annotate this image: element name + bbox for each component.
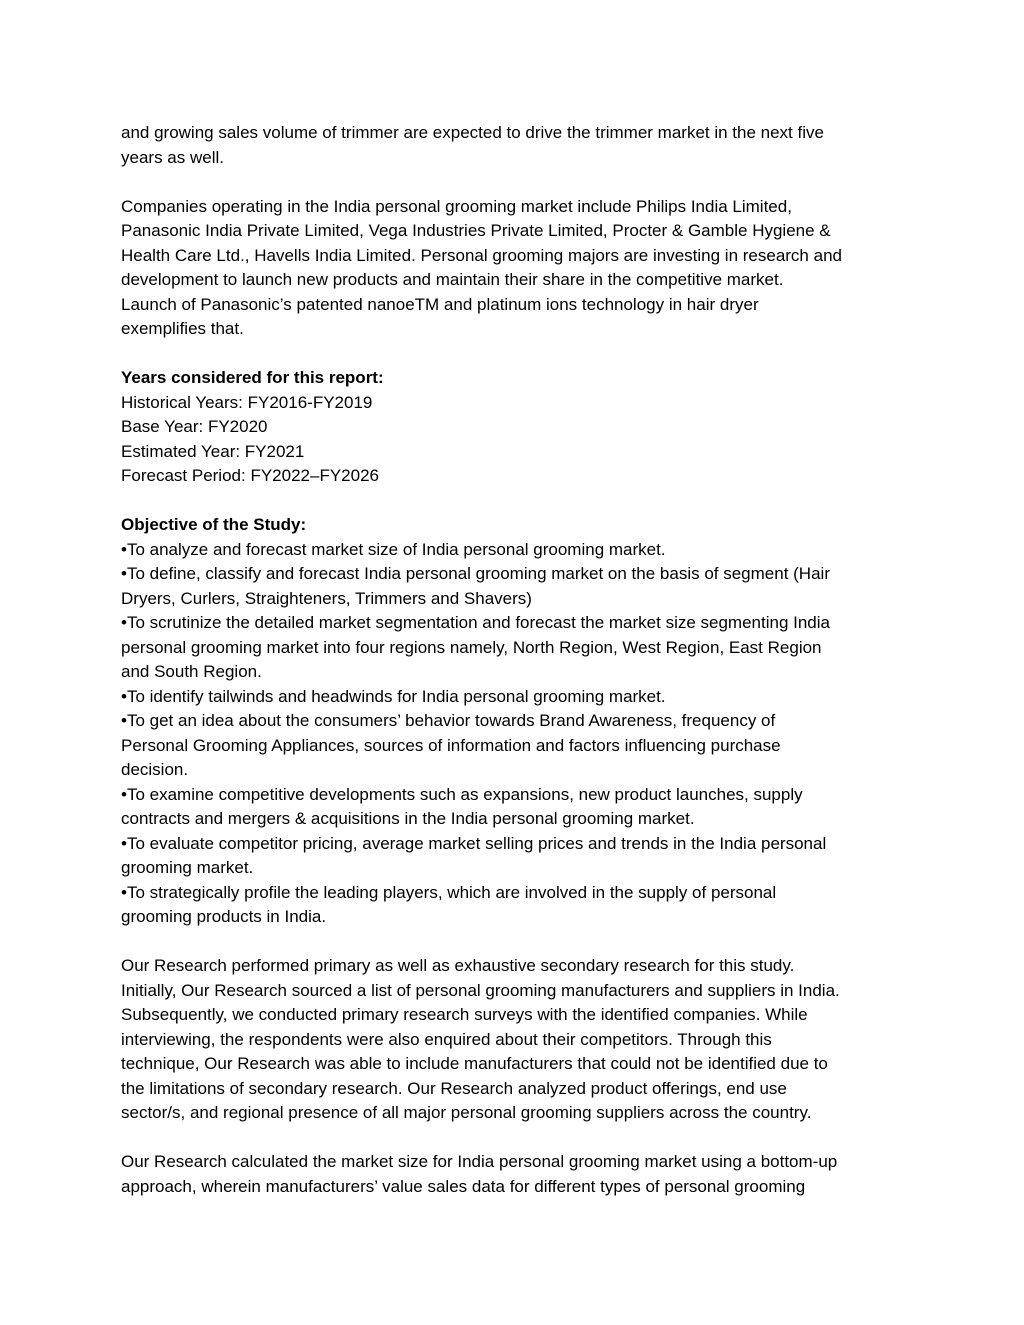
objective-bullet-line: • To get an idea about the consumers’ behavior towards Brand Awareness, frequency of [121, 709, 911, 734]
text-line: technique, Our Research was able to include manufacturers that could not be identified due to [121, 1054, 828, 1073]
text-line: Companies operating in the India personal grooming market include Philips India Limited, [121, 196, 792, 216]
companies-paragraph [121, 195, 911, 342]
objective-bullet-line: and South Region. [121, 662, 262, 681]
text-line: Our Research performed primary as well as exhaustive secondary research for this study. [121, 956, 795, 975]
years-item: Base Year: FY2020 [121, 417, 268, 436]
objective-bullet-line: • To evaluate competitor pricing, average market selling prices and trends in the India personal [121, 832, 911, 857]
objective-bullet-line: • To examine competitive developments such as expansions, new product launches, supply [121, 783, 911, 808]
objective-bullet-line: grooming market. [121, 858, 254, 877]
years-heading: Years considered for this report: [121, 368, 384, 387]
text-line: Subsequently, we conducted primary research surveys with the identified companies. While [121, 1005, 808, 1024]
text-line: the limitations of secondary research. Our Research analyzed product offerings, end use [121, 1078, 787, 1098]
objective-bullet-line: grooming products in India. [121, 907, 327, 926]
years-section [121, 366, 911, 489]
intro-paragraph [121, 121, 911, 170]
text-line: approach, wherein manufacturers’ value sales data for different types of personal grooming [121, 1176, 806, 1196]
calculation-paragraph [121, 1150, 911, 1199]
objective-bullet-line: • To scrutinize the detailed market segmentation and forecast the market size segmenting India [121, 611, 911, 636]
objective-heading: Objective of the Study: [121, 515, 307, 534]
text-line: and growing sales volume of trimmer are expected to drive the trimmer market in the next five [121, 123, 824, 142]
objective-bullet-line: contracts and mergers & acquisitions in the India personal grooming market. [121, 809, 695, 828]
objective-bullet-line: personal grooming market into four regions namely, North Region, West Region, East Region [121, 637, 822, 657]
text-line: Health Care Ltd., Havells India Limited. Personal grooming majors are investing in research and [121, 245, 842, 265]
text-line: Panasonic India Private Limited, Vega Industries Private Limited, Procter & Gamble Hygiene & [121, 221, 831, 240]
objective-bullet-line: Dryers, Curlers, Straighteners, Trimmers and Shavers) [121, 588, 532, 608]
text-line: Launch of Panasonic’s patented nanoeTM and platinum ions technology in hair dryer [121, 294, 759, 314]
text-line: Initially, Our Research sourced a list of personal grooming manufacturers and suppliers in India. [121, 980, 840, 1000]
objective-bullet-line: • To identify tailwinds and headwinds for India personal grooming market. [121, 685, 911, 710]
text-line: Our Research calculated the market size for India personal grooming market using a bottom-up [121, 1152, 838, 1171]
objective-bullet-line: • To analyze and forecast market size of India personal grooming market. [121, 538, 911, 563]
objective-section [121, 513, 911, 930]
text-line: interviewing, the respondents were also enquired about their competitors. Through this [121, 1029, 772, 1049]
research-paragraph [121, 954, 911, 1126]
text-line: years as well. [121, 147, 224, 167]
objective-bullet-line: • To strategically profile the leading players, which are involved in the supply of personal [121, 881, 911, 906]
text-line: exemplifies that. [121, 319, 244, 338]
document-page [121, 121, 911, 1224]
years-item: Estimated Year: FY2021 [121, 441, 305, 461]
text-line: sector/s, and regional presence of all major personal grooming suppliers across the country. [121, 1103, 812, 1122]
objective-bullet-line: decision. [121, 760, 189, 779]
objective-bullet-line: • To define, classify and forecast India personal grooming market on the basis of segment (Hair [121, 562, 911, 587]
years-item: Forecast Period: FY2022–FY2026 [121, 466, 379, 485]
text-line: development to launch new products and maintain their share in the competitive market. [121, 270, 784, 289]
objective-bullet-line: Personal Grooming Appliances, sources of information and factors influencing purchase [121, 735, 781, 755]
years-item: Historical Years: FY2016-FY2019 [121, 392, 373, 412]
